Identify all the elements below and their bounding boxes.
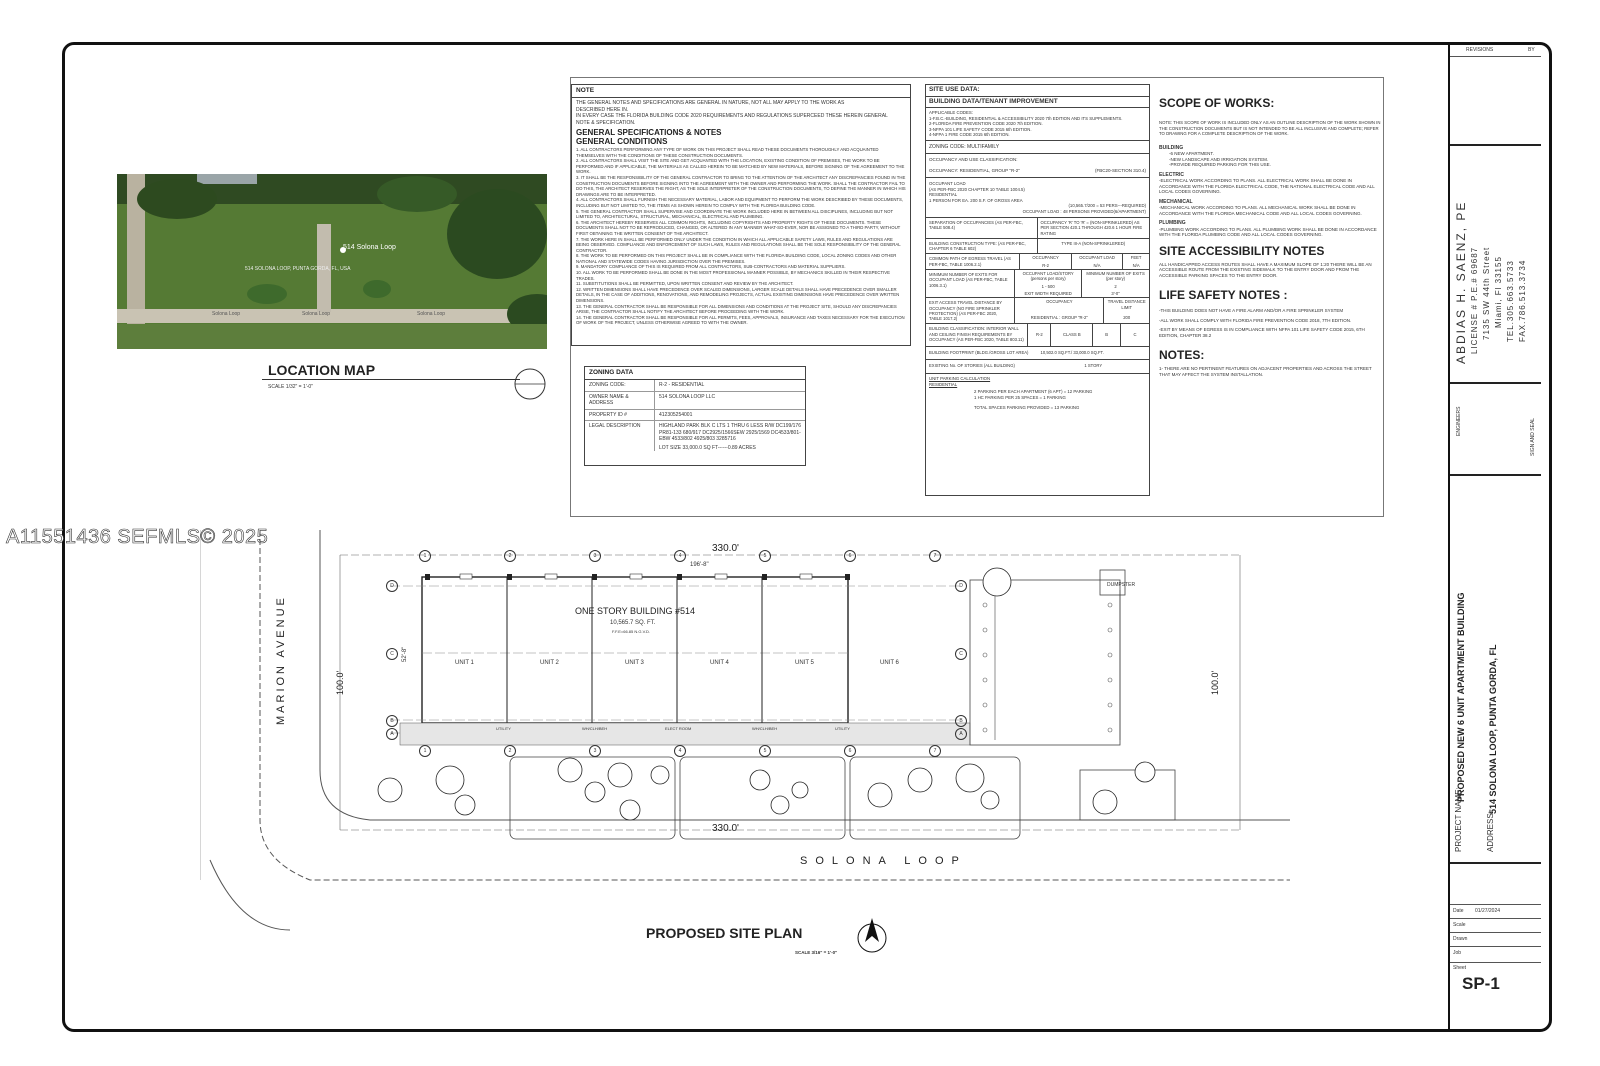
codes-title: APPLICABLE CODES: bbox=[929, 110, 973, 115]
grid-bubble: 6 bbox=[844, 550, 856, 562]
utility-label: UTILITY bbox=[835, 726, 850, 731]
project-name: PROPOSED NEW 6 UNIT APARTMENT BUILDING bbox=[1456, 592, 1466, 802]
site-plan-title: PROPOSED SITE PLAN bbox=[646, 925, 803, 941]
egress-value: R-2 bbox=[1020, 262, 1071, 269]
stories-value: 1 STORY bbox=[1084, 363, 1103, 369]
specifications-title: GENERAL SPECIFICATIONS & NOTES bbox=[576, 128, 722, 137]
zoning-label: PROPERTY ID # bbox=[585, 410, 655, 422]
unit-label: UNIT 5 bbox=[795, 660, 814, 666]
zoning-code-line: ZONING CODE: MULTIFAMILY bbox=[926, 141, 1149, 155]
grid-bubble: 3 bbox=[589, 745, 601, 757]
architect-name: ABDIAS H. SAENZ, PE bbox=[1454, 200, 1468, 364]
occupant-load-line: (AS PER-FBC 2020 CHAPTER 10 TABLE 1004.5) bbox=[929, 186, 1025, 192]
egress-value: N/A bbox=[1072, 262, 1123, 269]
condition-item: 4. ALL CONTRACTORS SHALL FURNISH THE NECESSARY MATERIAL, LABOR AND EQUIPMENT TO PERFORM THE WORK DESCRIBED BY THESE DOCUMENTS, INCLUDING BUT NOT LIMITED TO, THE ITEMS AS SHOWN HEREIN TO COMPLY WITH THE FLORIDA BUILDING CODE. bbox=[576, 197, 904, 208]
exit-width-label: EXIT WIDTH REQUIRED bbox=[1015, 290, 1082, 297]
map-road-label: Solona Loop bbox=[302, 311, 331, 317]
street-label-solona-loop: SOLONA LOOP bbox=[800, 855, 967, 867]
title-block bbox=[1448, 44, 1541, 1029]
drawn-label: Drawn bbox=[1453, 936, 1468, 942]
location-map-title: LOCATION MAP bbox=[268, 362, 376, 378]
scope-note: NOTE: THIS SCOPE OF WORK IS INCLUDED ONLY AS AN OUTLINE DESCRIPTION OF THE WORK SHOWN IN THE CONSTRUCTION DOCUMENTS BUT IS NOT INTENDED TO BE ALL INCLUSIVE AND COMPLETE; REFER TO DRAWING FOR A COMPLETE DESCRIPTION OF THE WORK. bbox=[1159, 120, 1381, 136]
utility-label: WH/CLH/BEH bbox=[582, 726, 608, 731]
title-block-divider bbox=[1450, 56, 1541, 57]
revisions-label: REVISIONS bbox=[1466, 47, 1494, 53]
scope-mechanical-heading: MECHANICAL bbox=[1159, 198, 1193, 205]
grid-bubble: 1 bbox=[419, 745, 431, 757]
exits-column: OCCUPANT LOAD/STORY (persons per story) bbox=[1015, 270, 1082, 283]
exits-value: 1 - 500 bbox=[1015, 283, 1082, 290]
street-label-marion-avenue: MARION AVENUE bbox=[275, 595, 287, 725]
unit-label: UNIT 6 bbox=[880, 660, 899, 666]
travel-row bbox=[926, 298, 1149, 324]
occupant-load-line: 1 PERSON FOR EA. 200 S.F. OF GROSS AREA bbox=[929, 197, 1023, 203]
dimension-left: 100.0' bbox=[335, 670, 345, 695]
grid-bubble: 5 bbox=[759, 745, 771, 757]
architect-license: LICENSE # P.E.# 69687 bbox=[1470, 246, 1479, 354]
project-name-label: PROJECT NAME: bbox=[1454, 787, 1463, 852]
exit-width-value: 3'-0" bbox=[1111, 290, 1120, 296]
egress-row bbox=[926, 254, 1149, 270]
grid-bubble: 7 bbox=[929, 745, 941, 757]
grid-bubble: 6 bbox=[844, 745, 856, 757]
building-area: 10,565.7 SQ. FT. bbox=[610, 620, 656, 626]
title-block-divider bbox=[1450, 932, 1541, 933]
condition-item: 7. THE WORK HERE IN SHALL BE PERFORMED ONLY UNDER THE CONDITION IN WHICH ALL APPLICABLE SAFETY LAWS, RULES AND REGULATIONS ARE BEING OBSERVED. COMPLIANCE AND ENFORCEMENT OF SUCH LAWS, RULES AND REGULATIONS SHALL BE THE SOLE RESPONSIBILITY OF THE GENERAL CONTRACTOR. bbox=[576, 236, 901, 253]
applicable-codes bbox=[926, 108, 1149, 141]
site-plan-drawing bbox=[200, 530, 1300, 970]
title-block-divider bbox=[1450, 144, 1541, 146]
map-road-label: Solona Loop bbox=[212, 311, 241, 317]
utility-label: WH/CLH/BEH bbox=[752, 726, 778, 731]
interior-finish-value: B bbox=[1093, 324, 1121, 345]
exits-row bbox=[926, 270, 1149, 298]
zoning-value: R-2 - RESIDENTIAL bbox=[655, 380, 805, 392]
site-use-subheading: BUILDING DATA/TENANT IMPROVEMENT bbox=[926, 97, 1149, 109]
zoning-label: LEGAL DESCRIPTION bbox=[585, 421, 655, 445]
unit-label: UNIT 4 bbox=[710, 660, 729, 666]
construction-label: BUILDING CONSTRUCTION TYPE: (AS PER-FBC, CHAPTER 6 TABLE 602) bbox=[926, 239, 1038, 254]
life-safety-item: -EXIT BY MEANS OF EGRESS IS IN COMPLIANCE WITH NFPA 101 LIFE SAFETY CODE 2015, 6TH EDITION, CHAPTER 38.2 bbox=[1159, 327, 1365, 338]
grid-bubble: 5 bbox=[759, 550, 771, 562]
notes-title: NOTES: bbox=[1159, 348, 1205, 362]
unit-label: UNIT 2 bbox=[540, 660, 559, 666]
separation-row bbox=[926, 218, 1149, 239]
code-line: 2-FLORIDA FIRE PREVENTION CODE 2020 7th EDITION. bbox=[929, 121, 1043, 126]
parking-title: UNIT PARKING CALCULATION bbox=[929, 375, 991, 381]
notes-text: 1- THERE ARE NO PERTINENT FEATURES ON ADJACENT PROPERTIES AND ACROSS THE STREET THAT MAY AFFECT THE SYSTEM INSTALLATION. bbox=[1159, 366, 1372, 377]
condition-item: 8. THE WORK TO BE PERFORMED ON THIS PROJECT SHALL BE IN COMPLIANCE WITH THE FLORIDA BUILDING CODE, LOCAL ZONING CODES AND OTHER NATIONAL AND STATEWIDE CODES HAVING JURISDICTION OVER THE PREMISES. bbox=[576, 253, 897, 264]
north-label: N bbox=[869, 941, 875, 950]
code-line: 1-F.B.C.-BUILDING, RESIDENTIAL & ACCESSIBILITY 2020 7th EDITION AND ITS SUPPLEMENTS. bbox=[929, 115, 1123, 121]
condition-item: 9. MANDATORY COMPLIANCE OF THIS IS REQUIRED FROM ALL CONTRACTORS, SUB-CONTRACTORS AND MATERIAL SUPPLIERS. bbox=[576, 264, 846, 270]
occupancy-value: OCCUPANCY: RESIDENTIAL, GROUP "R-2" bbox=[929, 167, 1020, 173]
scope-building-list bbox=[1159, 151, 1381, 168]
grid-letter-bubble: A bbox=[386, 728, 398, 740]
grid-bubble: 3 bbox=[589, 550, 601, 562]
grid-letter-bubble: C bbox=[955, 648, 967, 660]
site-use-data-panel bbox=[925, 84, 1150, 496]
utility-label: ELECT ROOM bbox=[665, 726, 692, 731]
aerial-photo bbox=[117, 174, 547, 349]
condition-item: 5. THE GENERAL CONTRACTOR SHALL SUPERVISE AND COORDINATE THE WORK INCLUDED HERE IN BETWEEN ALL DISCIPLINES, INCLUDING BUT NOT LIMITED TO, ARCHITECTURAL, STRUCTURAL, MECHANICAL, ELECTRICAL AND PLUMBING. bbox=[576, 208, 893, 220]
separation-value: OCCUPANCY 'R' TO 'R' = (NON-SPRINKLERED) AS PER SECTION 420.1 THROUGH 420.6 1 HOUR FIRE RATING bbox=[1040, 220, 1143, 236]
title-block-divider bbox=[1450, 918, 1541, 919]
interior-finish-row bbox=[926, 324, 1149, 346]
grid-letter-bubble: D bbox=[386, 580, 398, 592]
grid-letter-bubble: B bbox=[386, 715, 398, 727]
zoning-heading: ZONING DATA bbox=[585, 367, 805, 380]
travel-value: RESIDENTIAL : GROUP "R-2" bbox=[1015, 314, 1104, 324]
dimension-right: 100.0' bbox=[1210, 670, 1220, 695]
travel-column: OCCUPANCY bbox=[1015, 298, 1104, 313]
interior-finish-value: C bbox=[1133, 332, 1137, 338]
north-arrow-icon bbox=[512, 366, 548, 402]
mls-watermark: A11551436 SEFMLS© 2025 bbox=[6, 526, 269, 548]
condition-item: 3. IT SHALL BE THE RESPONSIBILITY OF THE GENERAL CONTRACTOR TO BRING TO THE ATTENTION OF THE ARCHITECT ANY DISCREPANCIES FOUND IN THE CONSTRUCTION DOCUMENTS BEFORE SIGNING INTO THE AGREEMENT WITH THE OWNER AND PERFORMING THE WORK. SHALL THE CONTRACTOR FAIL TO DO THIS, THE ARCHITECT RESERVES THE RIGHT, AS THE SOLE INTERPRETER OF THE CONSTRUCTION DOCUMENTS, TO DEFINE THE MANNER IN WHICH HIS DRAWINGS ARE TO BE INTERPRETED. bbox=[576, 174, 906, 197]
scope-of-works-panel bbox=[1159, 96, 1381, 377]
dumpster-label: DUMPSTER bbox=[1107, 582, 1136, 588]
occupancy-classification bbox=[926, 154, 1149, 178]
grid-letter-bubble: A bbox=[955, 728, 967, 740]
site-use-heading: SITE USE DATA: bbox=[926, 85, 1149, 97]
grid-bubble: 7 bbox=[929, 550, 941, 562]
map-pin-label: 514 Solona Loop bbox=[343, 244, 396, 251]
grid-letter-bubble: D bbox=[955, 580, 967, 592]
interior-finish-label: BUILDING CLASSIFICATION: INTERIOR WALL AND CEILING FINISH REQUIREMENTS BY OCCUPANCY (AS PER-FBC 2020, TABLE 803.11) bbox=[926, 324, 1028, 345]
grid-bubble: 2 bbox=[504, 550, 516, 562]
travel-label: EXIT ACCESS TRAVEL DISTANCE BY OCCUPANCY (NO FIRE SPRINKLER PROTECTION) (AS PER-FBC 2020, TABLE 1017.2) bbox=[926, 298, 1015, 323]
date-value: 01/27/2024 bbox=[1475, 908, 1501, 914]
scope-building-item: -6 NEW APARTMENT. bbox=[1169, 151, 1214, 156]
architect-phone: TEL.305.663.5733 bbox=[1506, 260, 1515, 342]
exits-column: MINIMUM NUMBER OF EXITS (per story) bbox=[1086, 271, 1145, 282]
scope-plumbing-heading: PLUMBING bbox=[1159, 220, 1186, 226]
egress-label: COMMON PATH OF EGRESS TRAVEL (AS PER-FBC, TABLE 1006.2.1) bbox=[926, 254, 1020, 269]
scope-electric-text: -ELECTRICAL WORK ACCORDING TO PLANS. ALL ELECTRICAL WORK SHALL BE DONE IN ACCORDANCE WITH THE FLORIDA ELECTRICAL CODE, THE NATIONAL ELECTRICAL CODE AND ALL LOCAL CODES GOVERNING. bbox=[1159, 178, 1375, 194]
notes-heading: NOTE bbox=[572, 85, 910, 98]
sign-seal-label: SIGN AND SEAL bbox=[1530, 417, 1536, 456]
condition-item: 12. WRITTEN DIMENSIONS SHALL HAVE PRECEDENCE OVER SCALED DIMENSIONS, LARGER SCALE DETAILS SHALL HAVE PRECEDENCE OVER SMALLER DETAILS, IN THE CASE OF ADDITIONS, RENOVATIONS, AND REMODELING PROJECTS, ACTUAL EXISTING DIMENSIONS HAVE PRECEDENCE OVER WRITTEN DIMENSIONS. bbox=[576, 286, 900, 304]
grid-letter-bubble: C bbox=[386, 648, 398, 660]
footprint-label: BUILDING FOOTPRINT (BLDG./GROSS LOT AREA) bbox=[929, 349, 1029, 355]
architect-city: Miami, Fl 33155 bbox=[1494, 256, 1503, 328]
job-label: Job bbox=[1453, 950, 1462, 956]
travel-value: 200 bbox=[1123, 314, 1131, 320]
occupant-load-title: OCCUPANT LOAD bbox=[929, 181, 966, 186]
life-safety-item: -THIS BUILDING DOES NOT HAVE A FIRE ALARM AND/OR A FIRE SPRINKLER SYSTEM bbox=[1159, 308, 1344, 313]
scope-building-item: -NEW LANDSCAPE AND IRRIGATION SYSTEM. bbox=[1169, 156, 1269, 162]
egress-value: N/A bbox=[1132, 262, 1140, 268]
condition-item: 6. THE ARCHITECT HEREBY RESERVES ALL COMMON RIGHTS, INCLUDING COPYRIGHTS AND PROPERTY RIGHTS OF THESE DOCUMENTS. THESE DOCUMENTS SHALL NOT TO BE REPRODUCED, CHANGED, OR ALTERED IN ANY MANNER WHAT-SO-EVER, NOR BE ASSIGNED TO A THIRD PARTY, WITHOUT FIRST OBTAINING THE WRITTEN CONSENT OF THE ARCHITECT. bbox=[576, 219, 901, 236]
scope-building-heading: BUILDING bbox=[1159, 144, 1184, 151]
footprint-row bbox=[926, 347, 1149, 361]
title-block-divider bbox=[1450, 474, 1541, 476]
scope-building-item: -PROVIDE REQUIRED PARKING FOR THIS USE. bbox=[1169, 162, 1271, 167]
travel-column: TRAVEL DISTANCE LIMIT bbox=[1107, 299, 1146, 310]
occupant-load-line: RESIDENTIAL bbox=[929, 192, 958, 197]
condition-item: 1. ALL CONTRACTORS PERFORMING ANY TYPE OF WORK ON THIS PROJECT SHALL READ THESE DOCUMENTS THOROUGHLY AND ACQUAINTED THEMSELVES WITH THE CONDITIONS OF THESE CONSTRUCTION DOCUMENTS. bbox=[576, 147, 879, 158]
zoning-value: 514 SOLONA LOOP LLC bbox=[655, 392, 805, 410]
engineers-label: ENGINEERS bbox=[1456, 406, 1462, 436]
architect-street: 7135 SW 44th Street bbox=[1482, 246, 1491, 340]
condition-item: 14. THE GENERAL CONTRACTOR SHALL BE RESPONSIBLE FOR ALL PERMITS, FEES, APPROVALS, INSURANCE AND TAXES NECESSARY FOR THE EXECUTION OF WORK OF THE PROJECT, UNLESS OTHERWISE AGREED TO WITH THE OWNER. bbox=[576, 314, 905, 326]
grid-bubble: 4 bbox=[674, 745, 686, 757]
egress-column: FEET bbox=[1130, 255, 1142, 261]
separation-label: SEPARATION OF OCCUPANCIES (AS PER-FBC, TABLE 508.4) bbox=[926, 218, 1038, 238]
condition-item: 11. SUBSTITUTIONS SHALL BE PERMITTED, UPON WRITTEN CONSENT AND REVIEW BY THE ARCHITECT. bbox=[576, 281, 794, 287]
grid-bubble: 1 bbox=[419, 550, 431, 562]
building-outline bbox=[422, 577, 848, 723]
egress-column: OCCUPANT LOAD bbox=[1072, 254, 1123, 261]
parking-subtitle: RESIDENTIAL bbox=[929, 382, 958, 388]
interior-finish-value: CLASS B bbox=[1051, 324, 1093, 345]
notes-intro-line: NOTE & SPECIFICATION. bbox=[576, 119, 636, 126]
code-line: 4-NFPA 1 FIRE CODE 2015 6th EDITION. bbox=[929, 132, 1010, 137]
zoning-value: LOT SIZE 33,000.0 SQ FT------0.89 ACRES bbox=[659, 444, 756, 451]
unit-label: UNIT 3 bbox=[625, 660, 644, 666]
zoning-label: OWNER NAME & ADDRESS bbox=[585, 392, 655, 410]
by-label: BY bbox=[1528, 47, 1535, 53]
life-safety-title: LIFE SAFETY NOTES : bbox=[1159, 288, 1288, 302]
dimension-top: 330.0' bbox=[712, 543, 739, 554]
title-block-divider bbox=[1450, 946, 1541, 947]
grid-letter-bubble: B bbox=[955, 715, 967, 727]
building-ffe: F.F.E=66.85 N.G.V.D. bbox=[612, 629, 650, 634]
occupant-load-line: OCCUPANT LOAD : 48 PERSONS PROVIDED(6/APARTMENT) bbox=[1022, 208, 1146, 214]
scope-title: SCOPE OF WORKS: bbox=[1159, 96, 1275, 110]
zoning-value: 412305254001 bbox=[655, 410, 805, 422]
date-label: Date bbox=[1453, 908, 1464, 914]
sheet-number: SP-1 bbox=[1462, 974, 1500, 993]
exits-value: 2 bbox=[1114, 283, 1117, 289]
site-accessibility-text: ALL HANDICAPPED ACCESS ROUTES SHALL HAVE A MAXIMUM SLOPE OF 1:20 THERE WILL BE AN ACCESSIBLE ROUTE FROM THE EXISTING SIDEWALK TO THE ENTRY DOOR AND FROM THE ACCESSIBLE PARKING SPACES TO THE ENTRY DOOR. bbox=[1159, 261, 1372, 278]
scope-plumbing-text: -PLUMBING WORK ACCORDING TO PLANS. ALL PLUMBING WORK SHALL BE DONE IN ACCORDANCE WITH THE FLORIDA PLUMBING CODE AND ALL LOCAL CODES GOVERNING. bbox=[1159, 226, 1377, 237]
notes-intro-line: THE GENERAL NOTES AND SPECIFICATIONS ARE GENERAL IN NATURE, NOT ALL MAY APPLY TO THE WORK AS bbox=[576, 100, 845, 106]
construction-row bbox=[926, 239, 1149, 255]
parking-line: TOTAL SPACES PARKING PROVIDED = 13 PARKING bbox=[974, 404, 1080, 410]
exits-label: MINIMUM NUMBER OF EXITS FOR OCCUPANT LOAD (AS PER-FBC, TABLE 1006.3.1) bbox=[926, 270, 1015, 297]
scale-label: Scale bbox=[1453, 922, 1466, 928]
notes-intro-line: IN EVERY CASE THE FLORIDA BUILDING CODE 2020 REQUIREMENTS AND REGULATIONS SUPERCEED THESE HEREIN GENERAL bbox=[576, 113, 888, 119]
map-address-label: 514 SOLONA LOOP, PUNTA GORDA, FL, USA bbox=[245, 266, 351, 272]
location-map-aerial bbox=[117, 174, 547, 349]
scope-mechanical-text: -MECHANICAL WORK ACCORDING TO PLANS. ALL MECHANICAL WORK SHALL BE DONE IN ACCORDANCE WITH THE FLORIDA MECHANICAL CODE AND ALL LOCAL CODES GOVERNING. bbox=[1159, 205, 1362, 216]
zoning-label: ZONING CODE: bbox=[585, 380, 655, 392]
interior-finish-value: R-2 bbox=[1028, 324, 1051, 345]
building-label: ONE STORY BUILDING #514 bbox=[575, 606, 696, 616]
address-label: ADDRESS: bbox=[1486, 811, 1495, 852]
footprint-value: 10,502.0 SQ.FT./ 33,000.0 SQ.FT. bbox=[1040, 349, 1104, 355]
stories-row bbox=[926, 360, 1149, 374]
scope-electric-heading: ELECTRIC bbox=[1159, 171, 1184, 178]
construction-value: TYPE III-A (NON-SPRINKLERED) bbox=[1061, 240, 1126, 246]
occupant-load bbox=[926, 178, 1149, 218]
code-line: 3-NFPA 101 LIFE SAFETY CODE 2015 6th EDITION. bbox=[929, 126, 1032, 132]
architect-fax: FAX.786.513.3734 bbox=[1518, 259, 1527, 342]
title-block-divider bbox=[1450, 382, 1541, 384]
occupancy-title: OCCUPANCY AND USE CLASSIFICATION: bbox=[929, 157, 1018, 162]
zoning-value: HIGHLAND PARK BLK C LTS 1 THRU 6 LESS R/W DC199/176 PR81-133 680/917 DC2925/1566SEW 2925/1569 DC4533/801-EBW 4533/802 4925/803 3285716 bbox=[659, 423, 801, 442]
condition-item: 2. ALL CONTRACTORS SHALL VISIT THE SITE AND GET ACQUANTED WITH THE LOCATION, EXISTING CONDITION OF PREMISES, THE WORK TO BE PERFORMED AND IF APPLICABLE, THE MATERIALS AS CALLED HEREIN TO BE MATCHED BY NEW MATERIALS, BEFORE SIGNING OF THE AGREEMENT TO THE WORK. bbox=[576, 158, 905, 175]
dimension-building-length: 196'-8" bbox=[690, 562, 709, 568]
notes-intro-line: DESCRIBED HERE IN. bbox=[576, 106, 629, 113]
grid-bubble: 4 bbox=[674, 550, 686, 562]
site-accessibility-title: SITE ACCESSIBILITY NOTES bbox=[1159, 243, 1325, 258]
occupant-load-line: (10,565.7/200 = 53 PERS---REQUIRED) bbox=[1068, 203, 1146, 208]
title-block-divider bbox=[1450, 862, 1541, 864]
parking-calculation bbox=[926, 374, 1149, 414]
map-road-label: Solona Loop bbox=[417, 311, 446, 317]
unit-label: UNIT 1 bbox=[455, 660, 474, 666]
egress-column: OCCUPANCY bbox=[1020, 254, 1071, 261]
occupancy-reference: (FBC20-SECTION 310.4) bbox=[1094, 167, 1146, 173]
title-block-divider bbox=[1450, 962, 1541, 963]
site-plan-scale: SCALE 3/16" = 1'-0" bbox=[795, 950, 838, 955]
utility-label: UTILITY bbox=[496, 726, 511, 731]
general-conditions-title: GENERAL CONDITIONS bbox=[576, 137, 668, 146]
dimension-bottom: 330.0' bbox=[712, 823, 739, 834]
life-safety-item: -ALL WORK SHALL COMPLY WITH FLORIDA FIRE PREVENTION CODE 2018, 7TH EDITION. bbox=[1159, 317, 1352, 323]
sheet-label: Sheet bbox=[1453, 965, 1467, 971]
title-block-divider bbox=[1450, 904, 1541, 905]
parking-line: 1 HC PARKING PER 25 SPACES = 1 PARKING bbox=[974, 395, 1066, 401]
title-underline bbox=[262, 379, 520, 380]
stories-label: EXISTING No. OF STORIES (ALL BUILDING) bbox=[929, 363, 1015, 369]
life-safety-list bbox=[1159, 308, 1381, 338]
condition-item: 10. ALL WORK TO BE PERFORMED SHALL BE DONE IN THE MOST PROFESSIONAL MANNER POSSIBLE, BY MECHANICS SKILLED IN THEIR RESPECTIVE TRADES. bbox=[576, 270, 890, 281]
parking-line: 2 PARKING PER EACH APARTMENT (6 APT) = 12 PARKING bbox=[974, 388, 1093, 394]
dimension-building-depth: 52'-8" bbox=[402, 646, 408, 662]
grid-bubble: 2 bbox=[504, 745, 516, 757]
condition-item: 13. THE GENERAL CONTRACTOR SHALL BE RESPONSIBLE FOR ALL DIMENSIONS AND CONDITIONS AT THE PROJECT SITE, SHOULD ANY DISCREPANCIES ARISE, THE CONTRACTOR SHALL NOTIFY THE ARCHITECT BEFORE PROCEEDING WITH THE WORK. bbox=[576, 303, 897, 315]
project-address: 514 SOLONA LOOP, PUNTA GORDA, FL bbox=[1488, 644, 1498, 814]
location-map-scale: SCALE 1/32" = 1'-0" bbox=[268, 384, 313, 390]
